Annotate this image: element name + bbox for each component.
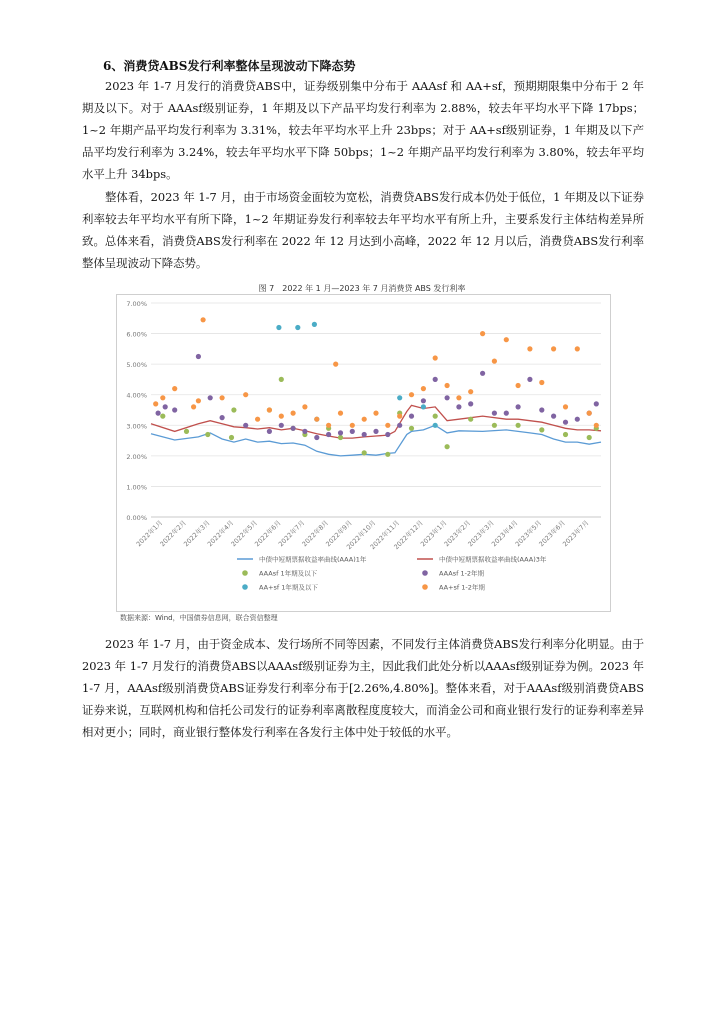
legend-label: AA+sf 1-2年期 (439, 583, 485, 592)
data-point (468, 401, 473, 406)
data-point (551, 346, 556, 351)
x-tick-label: 2023年7月 (561, 518, 591, 549)
data-point (279, 423, 284, 428)
data-point (267, 429, 272, 434)
data-point (172, 386, 177, 391)
data-point (445, 383, 450, 388)
data-point (492, 411, 497, 416)
data-point (201, 317, 206, 322)
data-point (231, 407, 236, 412)
data-point (421, 404, 426, 409)
data-point (312, 322, 317, 327)
legend-label: AAAsf 1年期及以下 (259, 569, 318, 578)
data-point (302, 404, 307, 409)
x-tick-label: 2022年3月 (182, 518, 212, 549)
data-point (184, 429, 189, 434)
data-point (516, 383, 521, 388)
chart-canvas (117, 295, 610, 611)
data-point (362, 432, 367, 437)
data-point (409, 426, 414, 431)
data-point (333, 362, 338, 367)
legend-label: 中债中短期票据收益率曲线(AAA)3年 (439, 555, 547, 564)
y-tick-label: 1.00% (126, 483, 147, 492)
data-point (191, 404, 196, 409)
data-point (492, 359, 497, 364)
x-tick-label: 2022年9月 (324, 518, 354, 549)
data-point (350, 429, 355, 434)
data-point (587, 435, 592, 440)
data-point (409, 414, 414, 419)
section-heading: 6、消费贷ABS发行利率整体呈现波动下降态势 (103, 59, 356, 73)
x-tick-label: 2022年6月 (253, 518, 283, 549)
y-tick-label: 3.00% (126, 422, 147, 431)
data-point (409, 392, 414, 397)
data-point (551, 414, 556, 419)
data-point (527, 346, 532, 351)
data-point (373, 411, 378, 416)
data-source-note: 数据来源：Wind，中国债券信息网，联合资信整理 (120, 614, 278, 622)
data-point (539, 427, 544, 432)
x-tick-label: 2022年1月 (134, 518, 165, 549)
data-point (433, 423, 438, 428)
data-point (575, 346, 580, 351)
data-point (575, 417, 580, 422)
data-point (594, 423, 599, 428)
paragraph-2: 整体看，2023 年 1-7 月，由于市场资金面较为宽松，消费贷ABS发行成本仍处于低位，1 年期及以下证券利率较去年平均水平有所下降，1~2 年期证券发行利率较去年平均水平有所上升，主要系发行主体结构差异所致。总体来看，消费贷ABS发行利率在 2022 年 12 月达到小高峰，2022 年 12 月以后，消费贷ABS发行利率整体呈现波动下降态势。 (82, 190, 644, 270)
x-tick-label: 2023年6月 (537, 518, 567, 549)
x-tick-label: 2022年2月 (158, 518, 188, 549)
data-point (594, 401, 599, 406)
x-tick-label: 2023年1月 (418, 518, 449, 549)
data-point (433, 355, 438, 360)
rate-chart (116, 294, 611, 612)
legend-dot-swatch (422, 570, 428, 576)
data-point (397, 423, 402, 428)
data-point (338, 430, 343, 435)
data-point (492, 423, 497, 428)
data-point (295, 325, 300, 330)
data-point (527, 377, 532, 382)
data-point (267, 407, 272, 412)
legend-dot-swatch (422, 584, 428, 590)
x-tick-label: 2023年2月 (442, 518, 473, 549)
x-tick-label: 2023年3月 (466, 518, 496, 549)
data-point (229, 435, 234, 440)
data-point (456, 395, 461, 400)
data-point (326, 432, 331, 437)
data-point (196, 354, 201, 359)
x-tick-label: 2022年4月 (205, 518, 236, 549)
data-point (397, 395, 402, 400)
x-tick-label: 2022年12月 (392, 518, 425, 552)
data-point (504, 411, 509, 416)
data-point (326, 423, 331, 428)
data-point (205, 432, 210, 437)
paragraph-3: 2023 年 1-7 月，由于资金成本、发行场所不同等因素，不同发行主体消费贷ABS发行利率分化明显。由于 2023 年 1-7 月发行的消费贷ABS以AAAsf级别证券为主，因此我们此处分析以AAAsf级别证券为例。2023 年 1-7 月，AAAsf级别消费贷ABS证券发行利率分布于[2.26%,4.80%]。整体来看，对于AAAsf级别消费贷ABS证券来说，互联网机构和信托公司发行的证券利率离散程度度较大，而消金公司和商业银行发行的证券利率差异相对更小；同时，商业银行整体发行利率在各发行主体中处于较低的水平。 (82, 637, 644, 739)
data-point (338, 435, 343, 440)
y-tick-label: 6.00% (126, 330, 147, 339)
data-point (255, 417, 260, 422)
data-point (456, 404, 461, 409)
data-point (433, 414, 438, 419)
x-tick-label: 2022年10月 (345, 518, 378, 552)
data-point (160, 414, 165, 419)
data-point (314, 417, 319, 422)
x-tick-label: 2022年7月 (276, 518, 307, 549)
data-point (445, 395, 450, 400)
data-point (153, 401, 158, 406)
x-tick-label: 2023年4月 (490, 518, 520, 549)
data-point (172, 407, 177, 412)
data-point (445, 444, 450, 449)
legend-label: AA+sf 1年期及以下 (259, 583, 318, 592)
data-point (433, 377, 438, 382)
data-point (539, 407, 544, 412)
legend-dot-swatch (242, 584, 248, 590)
paragraph-1: 2023 年 1-7 月发行的消费贷ABS中，证券级别集中分布于 AAAsf 和 AA+sf，预期期限集中分布于 2 年期及以下。对于 AAAsf级别证券，1 年期及以下产品平均发行利率为 2.88%，较去年平均水平下降 17bps；1~2 年期产品平均发行利率为 3.31%，较去年平均水平上升 23bps；对于 AA+sf级别证券，1 年期及以下产品平均发行利率为 3.24%，较去年平均水平下降 50bps；1~2 年期产品平均发行利率为 3.80%，较去年平均水平上升 34bps。 (82, 79, 644, 181)
data-point (385, 423, 390, 428)
data-point (563, 432, 568, 437)
data-point (397, 414, 402, 419)
x-tick-label: 2023年5月 (513, 518, 544, 549)
y-tick-label: 4.00% (126, 391, 147, 400)
data-point (362, 450, 367, 455)
data-point (421, 398, 426, 403)
data-point (362, 417, 367, 422)
x-tick-label: 2022年5月 (229, 518, 259, 549)
legend-label: 中债中短期票据收益率曲线(AAA)1年 (259, 555, 367, 564)
data-point (587, 411, 592, 416)
data-point (208, 395, 213, 400)
data-point (220, 395, 225, 400)
figure-title: 图 7 2022 年 1 月—2023 年 7 月消费贷 ABS 发行利率 (258, 284, 466, 293)
data-point (243, 392, 248, 397)
x-tick-label: 2022年8月 (300, 518, 331, 549)
data-point (516, 423, 521, 428)
data-point (373, 429, 378, 434)
x-tick-label: 2022年11月 (368, 518, 402, 552)
data-point (156, 411, 161, 416)
data-point (516, 404, 521, 409)
data-point (468, 417, 473, 422)
data-point (480, 371, 485, 376)
data-point (279, 377, 284, 382)
data-point (220, 415, 225, 420)
data-point (563, 404, 568, 409)
data-point (563, 420, 568, 425)
legend-label: AAAsf 1-2年期 (439, 569, 485, 578)
legend-dot-swatch (242, 570, 248, 576)
data-point (338, 411, 343, 416)
data-point (291, 411, 296, 416)
y-tick-label: 5.00% (126, 361, 147, 370)
data-point (314, 435, 319, 440)
data-point (163, 404, 168, 409)
data-point (468, 389, 473, 394)
data-point (504, 337, 509, 342)
data-point (421, 386, 426, 391)
data-point (291, 426, 296, 431)
data-point (276, 325, 281, 330)
data-point (385, 452, 390, 457)
data-point (480, 331, 485, 336)
data-point (243, 423, 248, 428)
data-point (302, 429, 307, 434)
data-point (539, 380, 544, 385)
y-tick-label: 7.00% (126, 300, 147, 308)
data-point (160, 395, 165, 400)
y-tick-label: 0.00% (126, 514, 147, 522)
y-tick-label: 2.00% (126, 452, 147, 461)
data-point (196, 398, 201, 403)
data-point (385, 432, 390, 437)
data-point (350, 423, 355, 428)
data-point (279, 414, 284, 419)
